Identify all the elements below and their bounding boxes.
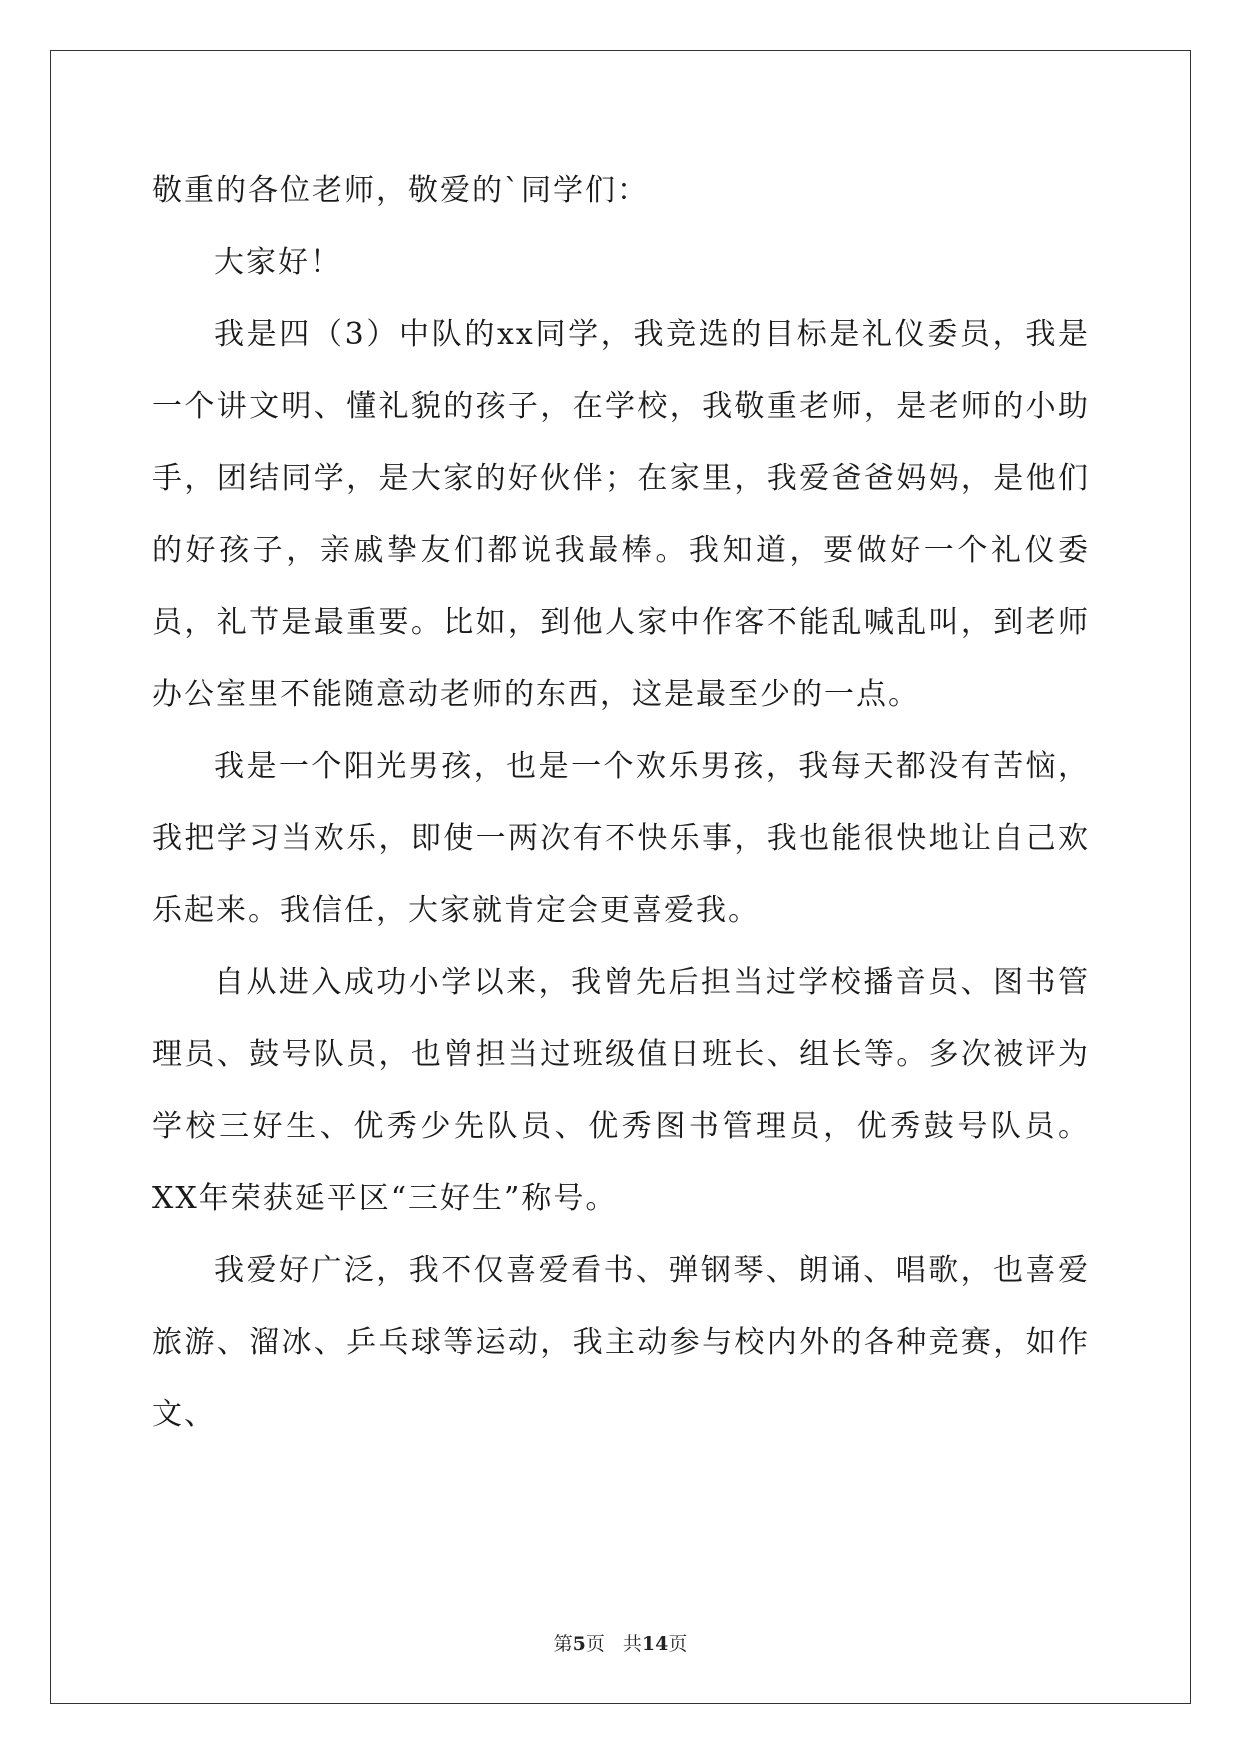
document-body xyxy=(152,155,1090,1451)
current-page-number: 5 xyxy=(572,1633,586,1655)
total-prefix: 共 xyxy=(622,1633,642,1655)
paragraph-3: 自从进入成功小学以来，我曾先后担当过学校播音员、图书管理员、鼓号队员，也曾担当过班级值日班长、组长等。多次被评为学校三好生、优秀少先队员、优秀图书管理员，优秀鼓号队员。XX年荣获延平区“三好生”称号。 xyxy=(152,965,1090,1216)
page-suffix: 页 xyxy=(585,1633,605,1655)
salutation: 敬重的各位老师，敬爱的`同学们： xyxy=(152,173,649,208)
paragraph-2: 我是一个阳光男孩，也是一个欢乐男孩，我每天都没有苦恼，我把学习当欢乐，即使一两次有不快乐事，我也能很快地让自己欢乐起来。我信任，大家就肯定会更喜爱我。 xyxy=(152,749,1090,928)
total-suffix: 页 xyxy=(668,1633,688,1655)
page-footer xyxy=(0,1629,1241,1656)
total-page-count: 14 xyxy=(641,1633,669,1655)
paragraph-4: 我爱好广泛，我不仅喜爱看书、弹钢琴、朗诵、唱歌，也喜爱旅游、溜冰、乒乓球等运动，我主动参与校内外的各种竞赛，如作文、 xyxy=(152,1253,1090,1432)
paragraph-1: 我是四（3）中队的xx同学，我竞选的目标是礼仪委员，我是一个讲文明、懂礼貌的孩子，在学校，我敬重老师，是老师的小助手，团结同学，是大家的好伙伴；在家里，我爱爸爸妈妈，是他们的好孩子，亲戚挚友们都说我最棒。我知道，要做好一个礼仪委员，礼节是最重要。比如，到他人家中作客不能乱喊乱叫，到老师办公室里不能随意动老师的东西，这是最至少的一点。 xyxy=(152,317,1090,712)
opening-line: 大家好！ xyxy=(214,245,342,280)
page-prefix: 第 xyxy=(553,1633,573,1655)
